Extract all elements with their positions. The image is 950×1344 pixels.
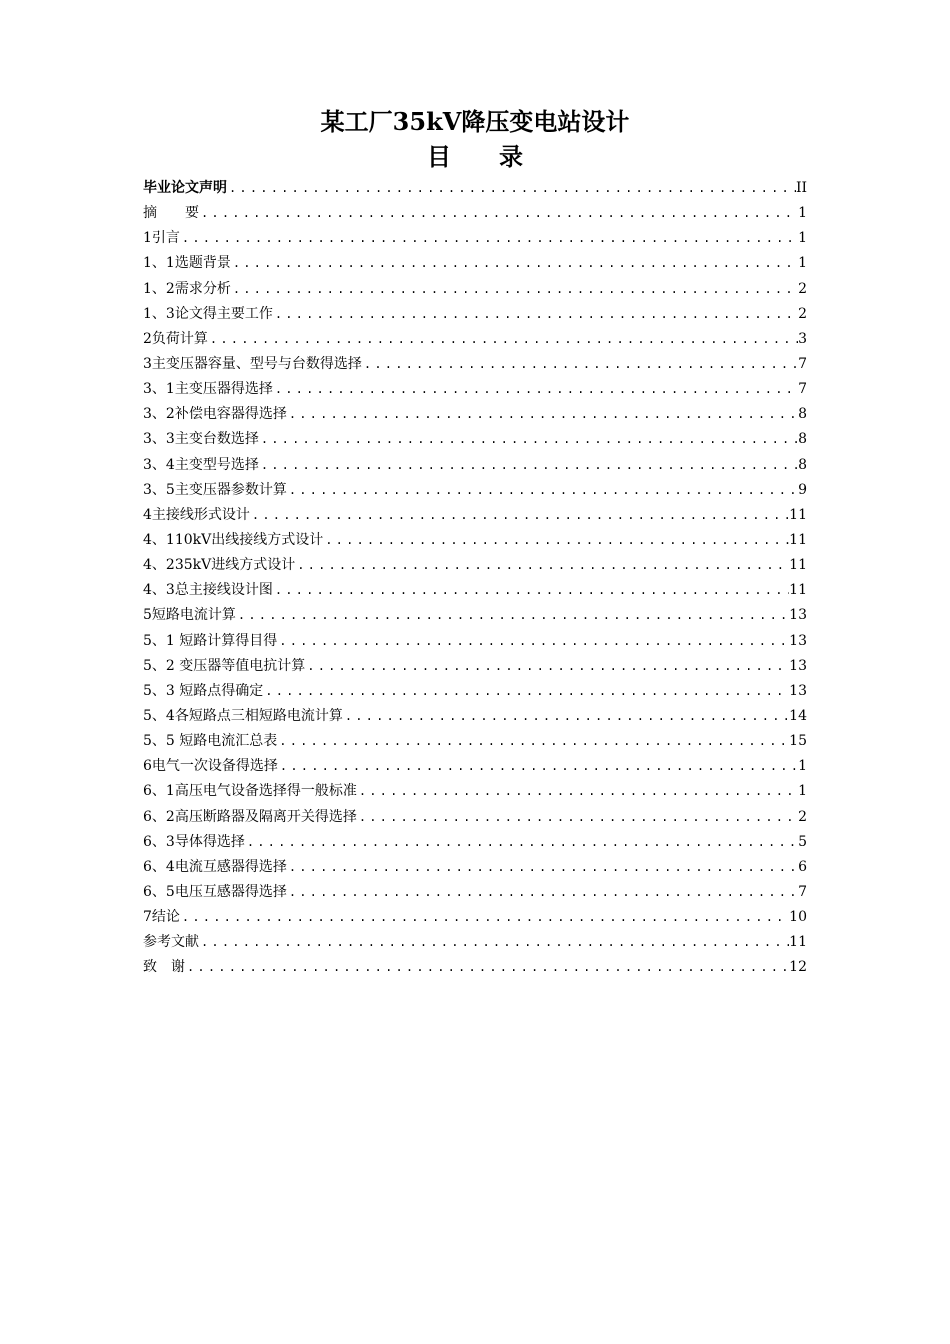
toc-dot-leader [180,905,789,930]
toc-entry-label: 1、1选题背景 [143,255,231,272]
toc-entry-label: 3、4主变型号选择 [143,456,259,473]
toc-dot-leader [278,754,798,779]
toc-entry-page-number: 6 [798,858,807,875]
toc-entry[interactable] [143,327,807,352]
toc-dot-leader [263,679,789,704]
toc-entry-label: 5、1 短路计算得目得 [143,632,278,649]
toc-dot-leader [343,704,789,729]
toc-entry[interactable] [143,704,807,729]
toc-entry[interactable] [143,176,807,201]
toc-dot-leader [287,855,798,880]
toc-dot-leader [362,352,798,377]
toc-entry-page-number: 11 [789,506,807,523]
toc-dot-leader [236,603,789,628]
toc-dot-leader [287,880,798,905]
toc-entry-page-number: 13 [789,607,807,624]
toc-entry-page-number: 9 [798,481,807,498]
toc-entry-label: 6、3导体得选择 [143,833,245,850]
toc-entry[interactable] [143,352,807,377]
toc-entry-page-number: 11 [789,934,807,951]
toc-entry[interactable] [143,603,807,628]
toc-entry-page-number: 13 [789,632,807,649]
toc-entry[interactable] [143,377,807,402]
toc-dot-leader [357,805,798,830]
toc-entry-page-number: 10 [789,909,807,926]
toc-entry-label: 4、3总主接线设计图 [143,582,273,599]
toc-entry-label: 3、2补偿电容器得选择 [143,406,287,423]
toc-entry[interactable] [143,201,807,226]
toc-entry-page-number: 2 [798,305,807,322]
toc-dot-leader [259,453,798,478]
toc-dot-leader [227,176,796,201]
toc-entry[interactable] [143,855,807,880]
toc-dot-leader [273,302,798,327]
toc-entry-page-number: 1 [798,758,807,775]
toc-entry-label: 4主接线形式设计 [143,506,250,523]
toc-entry[interactable] [143,679,807,704]
toc-dot-leader [199,201,798,226]
toc-entry[interactable] [143,955,807,980]
toc-entry-page-number: 1 [798,230,807,247]
toc-entry[interactable] [143,553,807,578]
toc-entry-label: 5、4各短路点三相短路电流计算 [143,707,343,724]
toc-entry-page-number: 15 [789,733,807,750]
toc-entry-label: 摘 要 [143,205,199,222]
toc-dot-leader [185,955,789,980]
toc-dot-leader [208,327,798,352]
toc-entry[interactable] [143,754,807,779]
toc-entry-label: 6、2高压断路器及隔离开关得选择 [143,808,357,825]
toc-dot-leader [295,553,789,578]
toc-entry-page-number: 2 [798,280,807,297]
toc-entry[interactable] [143,729,807,754]
toc-entry[interactable] [143,830,807,855]
toc-entry[interactable] [143,478,807,503]
toc-dot-leader [250,503,789,528]
toc-entry[interactable] [143,528,807,553]
toc-entry-page-number: 11 [789,531,807,548]
toc-entry-page-number: 1 [798,255,807,272]
toc-entry[interactable] [143,880,807,905]
toc-entry-page-number: 1 [798,783,807,800]
toc-entry-page-number: 2 [798,808,807,825]
toc-dot-leader [287,402,798,427]
toc-entry[interactable] [143,805,807,830]
toc-entry[interactable] [143,779,807,804]
table-of-contents [143,176,807,981]
toc-entry-page-number: 11 [789,582,807,599]
toc-entry-page-number: 7 [798,381,807,398]
toc-entry-label: 参考文献 [143,934,199,951]
toc-entry[interactable] [143,402,807,427]
toc-entry[interactable] [143,302,807,327]
toc-entry[interactable] [143,578,807,603]
toc-dot-leader [259,427,798,452]
toc-entry-label: 致 谢 [143,959,185,976]
toc-dot-leader [231,251,798,276]
toc-entry-label: 4、235kV进线方式设计 [143,557,296,574]
toc-dot-leader [199,930,789,955]
toc-entry-page-number: II [795,180,807,196]
toc-entry[interactable] [143,905,807,930]
toc-entry-label: 2负荷计算 [143,330,208,347]
toc-entry-page-number: 8 [798,406,807,423]
toc-entry[interactable] [143,226,807,251]
toc-entry-page-number: 8 [798,431,807,448]
toc-entry-label: 4、110kV出线接线方式设计 [143,531,324,548]
toc-dot-leader [277,629,789,654]
toc-entry-label: 5短路电流计算 [143,607,236,624]
toc-entry-label: 3主变压器容量、型号与台数得选择 [143,355,362,372]
toc-entry-page-number: 12 [789,959,807,976]
toc-entry[interactable] [143,654,807,679]
toc-entry-label: 5、5 短路电流汇总表 [143,733,278,750]
toc-dot-leader [323,528,789,553]
toc-entry[interactable] [143,251,807,276]
toc-dot-leader [287,478,798,503]
toc-dot-leader [231,277,798,302]
toc-entry-label: 1、2需求分析 [143,280,231,297]
document-title: 某工厂35kV降压变电站设计 [320,107,630,136]
toc-entry-label: 6电气一次设备得选择 [143,758,278,775]
toc-entry-page-number: 7 [798,355,807,372]
toc-entry[interactable] [143,453,807,478]
toc-entry[interactable] [143,503,807,528]
toc-entry[interactable] [143,427,807,452]
toc-entry-label: 毕业论文声明 [143,180,227,196]
toc-entry-label: 6、4电流互感器得选择 [143,858,287,875]
toc-entry-page-number: 1 [798,205,807,222]
toc-entry-page-number: 5 [798,833,807,850]
toc-entry[interactable] [143,277,807,302]
toc-entry-label: 7结论 [143,909,180,926]
toc-entry-page-number: 11 [789,557,807,574]
toc-dot-leader [357,779,798,804]
toc-entry[interactable] [143,629,807,654]
toc-heading: 目录 [427,143,571,171]
toc-entry-label: 1、3论文得主要工作 [143,305,273,322]
toc-entry-page-number: 8 [798,456,807,473]
toc-dot-leader [180,226,798,251]
toc-entry-label: 5、3 短路点得确定 [143,682,264,699]
toc-dot-leader [273,377,798,402]
toc-dot-leader [277,729,789,754]
toc-entry-label: 1引言 [143,230,180,247]
toc-entry-label: 3、1主变压器得选择 [143,381,273,398]
toc-dot-leader [305,654,789,679]
toc-entry-label: 6、5电压互感器得选择 [143,883,287,900]
toc-entry-page-number: 13 [789,657,807,674]
toc-entry-page-number: 7 [798,883,807,900]
toc-entry-page-number: 3 [798,330,807,347]
toc-entry-label: 3、3主变台数选择 [143,431,259,448]
toc-dot-leader [245,830,798,855]
toc-entry-label: 3、5主变压器参数计算 [143,481,287,498]
toc-entry[interactable] [143,930,807,955]
toc-entry-label: 5、2 变压器等值电抗计算 [143,657,306,674]
toc-entry-page-number: 14 [789,707,807,724]
toc-dot-leader [273,578,789,603]
toc-entry-label: 6、1高压电气设备选择得一般标准 [143,783,357,800]
toc-entry-page-number: 13 [789,682,807,699]
